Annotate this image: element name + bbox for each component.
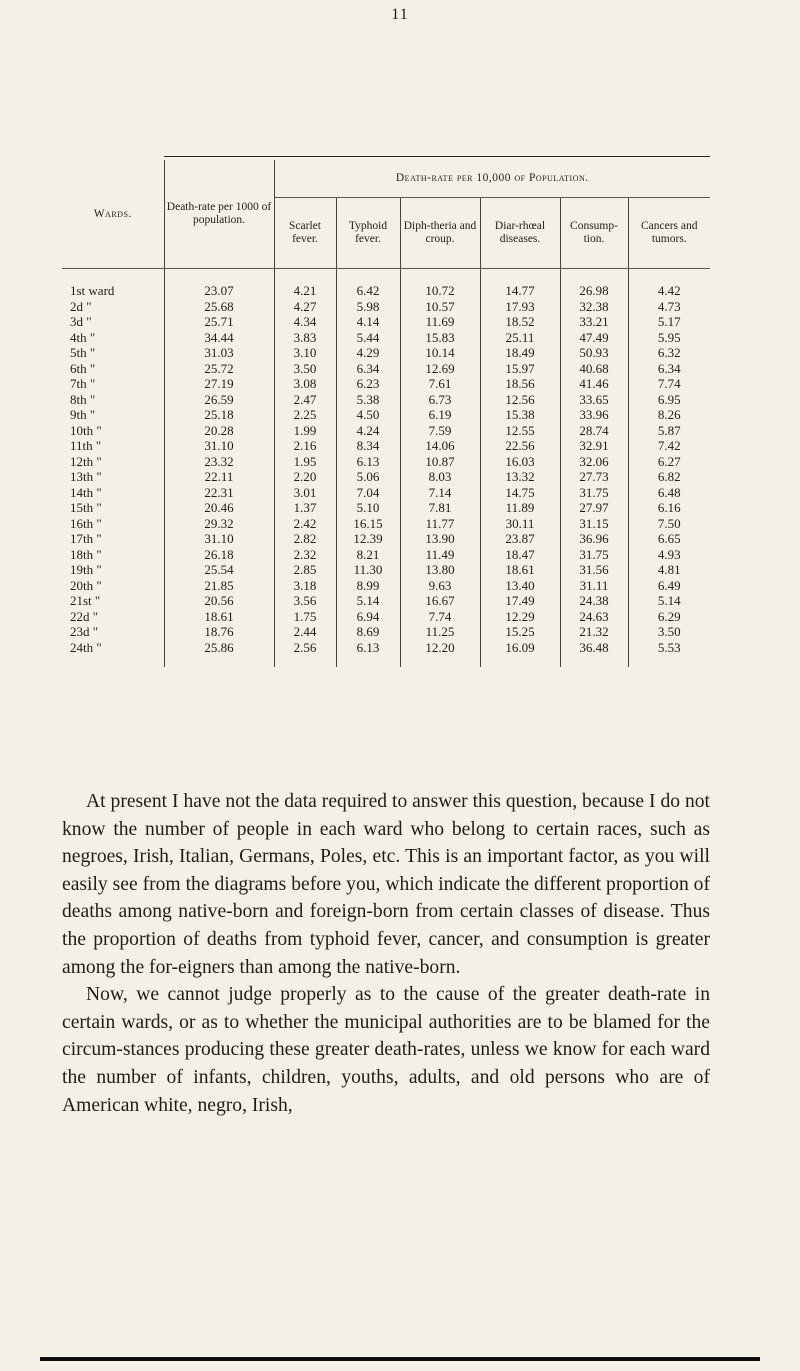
table-row: [62, 407, 710, 423]
rate-cell: 25.54: [164, 562, 274, 578]
value-cell: 7.50: [628, 516, 710, 532]
value-cell: 3.83: [274, 330, 336, 346]
value-cell: 12.39: [336, 531, 400, 547]
value-cell: 30.11: [480, 516, 560, 532]
value-cell: 3.18: [274, 578, 336, 594]
rate-cell: 25.18: [164, 407, 274, 423]
value-cell: 6.23: [336, 376, 400, 392]
value-cell: 6.42: [336, 269, 400, 299]
rate-cell: 25.71: [164, 314, 274, 330]
value-cell: 16.15: [336, 516, 400, 532]
value-cell: 1.95: [274, 454, 336, 470]
value-cell: 14.77: [480, 269, 560, 299]
value-cell: 8.99: [336, 578, 400, 594]
value-cell: 33.65: [560, 392, 628, 408]
rate-cell: 20.28: [164, 423, 274, 439]
value-cell: 7.74: [400, 609, 480, 625]
ward-cell: 22d ": [70, 608, 99, 624]
table-row: [62, 423, 710, 439]
value-cell: 23.87: [480, 531, 560, 547]
ward-cell: 24th ": [70, 639, 102, 655]
ward-cell: 2d ": [70, 298, 92, 314]
value-cell: 32.91: [560, 438, 628, 454]
value-cell: 36.48: [560, 640, 628, 668]
value-cell: 31.56: [560, 562, 628, 578]
value-cell: 6.65: [628, 531, 710, 547]
table-row: [62, 531, 710, 547]
table-row: [62, 314, 710, 330]
value-cell: 4.34: [274, 314, 336, 330]
value-cell: 7.81: [400, 500, 480, 516]
ward-cell: 23d ": [70, 624, 99, 639]
value-cell: 15.97: [480, 361, 560, 377]
value-cell: 4.27: [274, 299, 336, 315]
value-cell: 8.34: [336, 438, 400, 454]
value-cell: 11.77: [400, 516, 480, 532]
ward-cell: 21st ": [70, 593, 101, 608]
table-row: [62, 500, 710, 516]
value-cell: 25.11: [480, 330, 560, 346]
value-cell: 7.14: [400, 485, 480, 501]
ward-cell: 19th ": [70, 562, 102, 577]
value-cell: 3.50: [628, 624, 710, 640]
value-cell: 4.24: [336, 423, 400, 439]
header-death-rate: Death-rate per 1000 of population.: [164, 160, 274, 269]
paragraph: At present I have not the data required to answer this question, because I do not know the number of people in each ward who belong to certain races, such as negroes, Irish, Italian, Germans, Poles, etc. This is an important factor, as you will easily see from the diagrams before you, which indicate the different proportion of deaths among native-born and foreign-born from certain classes of disease. Thus the proportion of deaths from typhoid fever, cancer, and consumption is greater among the for-eigners than among the native-born.: [62, 791, 710, 978]
value-cell: 16.03: [480, 454, 560, 470]
value-cell: 6.34: [628, 361, 710, 377]
value-cell: 8.69: [336, 624, 400, 640]
table-row: [62, 438, 710, 454]
value-cell: 6.73: [400, 392, 480, 408]
value-cell: 26.98: [560, 269, 628, 299]
value-cell: 18.56: [480, 376, 560, 392]
column-header: Cancers and tumors.: [628, 198, 710, 269]
value-cell: 3.50: [274, 361, 336, 377]
value-cell: 11.25: [400, 624, 480, 640]
ward-cell: 12th ": [70, 453, 102, 469]
ward-cell: 14th ": [70, 484, 102, 500]
value-cell: 22.56: [480, 438, 560, 454]
value-cell: 18.61: [480, 562, 560, 578]
value-cell: 13.90: [400, 531, 480, 547]
value-cell: 3.08: [274, 376, 336, 392]
value-cell: 11.49: [400, 547, 480, 563]
ward-cell: 1st ward: [70, 283, 115, 298]
value-cell: 6.27: [628, 454, 710, 470]
rate-cell: 26.59: [164, 392, 274, 408]
value-cell: 31.75: [560, 547, 628, 563]
column-header: Diar-rhœal diseases.: [480, 198, 560, 269]
ward-cell: 4th ": [70, 329, 96, 345]
value-cell: 16.67: [400, 593, 480, 609]
value-cell: 32.38: [560, 299, 628, 315]
value-cell: 12.55: [480, 423, 560, 439]
value-cell: 11.89: [480, 500, 560, 516]
value-cell: 8.03: [400, 469, 480, 485]
value-cell: 12.69: [400, 361, 480, 377]
value-cell: 5.06: [336, 469, 400, 485]
value-cell: 4.42: [628, 269, 710, 299]
value-cell: 7.59: [400, 423, 480, 439]
value-cell: 1.99: [274, 423, 336, 439]
rate-cell: 29.32: [164, 516, 274, 532]
ward-cell: 3d ": [70, 314, 92, 329]
value-cell: 18.47: [480, 547, 560, 563]
value-cell: 18.49: [480, 345, 560, 361]
table-row: [62, 469, 710, 485]
value-cell: 5.95: [628, 330, 710, 346]
value-cell: 2.25: [274, 407, 336, 423]
value-cell: 10.14: [400, 345, 480, 361]
page-number: 11: [391, 6, 409, 23]
death-rate-table: [62, 160, 710, 667]
table-row: [62, 516, 710, 532]
value-cell: 5.87: [628, 423, 710, 439]
value-cell: 24.63: [560, 609, 628, 625]
table-row: [62, 578, 710, 594]
value-cell: 31.15: [560, 516, 628, 532]
value-cell: 12.20: [400, 640, 480, 668]
table-row: [62, 624, 710, 640]
ward-cell: 20th ": [70, 577, 102, 593]
header-population-group: Death-rate per 10,000 of Population.: [274, 160, 710, 198]
value-cell: 4.50: [336, 407, 400, 423]
value-cell: 31.75: [560, 485, 628, 501]
value-cell: 2.20: [274, 469, 336, 485]
value-cell: 13.80: [400, 562, 480, 578]
table-row: [62, 376, 710, 392]
table-row: [62, 361, 710, 377]
table-row: [62, 345, 710, 361]
value-cell: 27.73: [560, 469, 628, 485]
value-cell: 6.29: [628, 609, 710, 625]
value-cell: 6.13: [336, 640, 400, 668]
table-row: [62, 454, 710, 470]
value-cell: 36.96: [560, 531, 628, 547]
value-cell: 7.61: [400, 376, 480, 392]
value-cell: 9.63: [400, 578, 480, 594]
rate-cell: 25.68: [164, 299, 274, 315]
value-cell: 6.13: [336, 454, 400, 470]
table-row: [62, 593, 710, 609]
table-row: [62, 640, 710, 668]
rate-cell: 31.10: [164, 531, 274, 547]
value-cell: 4.73: [628, 299, 710, 315]
value-cell: 6.94: [336, 609, 400, 625]
rate-cell: 18.76: [164, 624, 274, 640]
value-cell: 7.74: [628, 376, 710, 392]
value-cell: 17.93: [480, 299, 560, 315]
ward-cell: 10th ": [70, 422, 102, 438]
value-cell: 5.10: [336, 500, 400, 516]
value-cell: 5.98: [336, 299, 400, 315]
value-cell: 15.83: [400, 330, 480, 346]
ward-cell: 17th ": [70, 531, 102, 546]
value-cell: 47.49: [560, 330, 628, 346]
table-row: [62, 269, 710, 299]
value-cell: 8.26: [628, 407, 710, 423]
column-header: Consump-tion.: [560, 198, 628, 269]
rate-cell: 27.19: [164, 376, 274, 392]
value-cell: 6.48: [628, 485, 710, 501]
rate-cell: 22.31: [164, 485, 274, 501]
ward-cell: 15th ": [70, 500, 102, 515]
value-cell: 12.56: [480, 392, 560, 408]
value-cell: 41.46: [560, 376, 628, 392]
rate-cell: 20.56: [164, 593, 274, 609]
value-cell: 28.74: [560, 423, 628, 439]
value-cell: 32.06: [560, 454, 628, 470]
value-cell: 24.38: [560, 593, 628, 609]
value-cell: 33.96: [560, 407, 628, 423]
rate-cell: 26.18: [164, 547, 274, 563]
table-row: [62, 392, 710, 408]
value-cell: 10.72: [400, 269, 480, 299]
value-cell: 4.29: [336, 345, 400, 361]
value-cell: 2.47: [274, 392, 336, 408]
value-cell: 3.01: [274, 485, 336, 501]
value-cell: 4.14: [336, 314, 400, 330]
rate-cell: 31.03: [164, 345, 274, 361]
rate-cell: 20.46: [164, 500, 274, 516]
value-cell: 27.97: [560, 500, 628, 516]
table-row: [62, 547, 710, 563]
column-header: Diph-theria and croup.: [400, 198, 480, 269]
value-cell: 13.32: [480, 469, 560, 485]
ward-cell: 11th ": [70, 438, 102, 453]
bottom-rule: [40, 1357, 760, 1361]
value-cell: 5.17: [628, 314, 710, 330]
rate-cell: 25.86: [164, 640, 274, 668]
value-cell: 2.85: [274, 562, 336, 578]
value-cell: 1.37: [274, 500, 336, 516]
value-cell: 3.10: [274, 345, 336, 361]
ward-cell: 6th ": [70, 360, 96, 376]
value-cell: 6.82: [628, 469, 710, 485]
rate-cell: 21.85: [164, 578, 274, 594]
rate-cell: 23.07: [164, 269, 274, 299]
value-cell: 7.42: [628, 438, 710, 454]
rate-cell: 34.44: [164, 330, 274, 346]
value-cell: 4.81: [628, 562, 710, 578]
ward-cell: 9th ": [70, 407, 96, 422]
value-cell: 10.57: [400, 299, 480, 315]
value-cell: 6.49: [628, 578, 710, 594]
ward-cell: 8th ": [70, 391, 96, 407]
ward-cell: 18th ": [70, 546, 102, 562]
value-cell: 13.40: [480, 578, 560, 594]
table-row: [62, 299, 710, 315]
value-cell: 2.16: [274, 438, 336, 454]
rate-cell: 23.32: [164, 454, 274, 470]
value-cell: 5.38: [336, 392, 400, 408]
value-cell: 2.56: [274, 640, 336, 668]
value-cell: 12.29: [480, 609, 560, 625]
rate-cell: 22.11: [164, 469, 274, 485]
ward-cell: 16th ": [70, 515, 102, 531]
value-cell: 8.21: [336, 547, 400, 563]
table-row: [62, 485, 710, 501]
rate-cell: 18.61: [164, 609, 274, 625]
ward-cell: 13th ": [70, 469, 102, 484]
value-cell: 18.52: [480, 314, 560, 330]
value-cell: 6.16: [628, 500, 710, 516]
table-row: [62, 609, 710, 625]
table-row: [62, 330, 710, 346]
value-cell: 2.32: [274, 547, 336, 563]
value-cell: 2.44: [274, 624, 336, 640]
value-cell: 21.32: [560, 624, 628, 640]
value-cell: 17.49: [480, 593, 560, 609]
value-cell: 14.06: [400, 438, 480, 454]
value-cell: 5.14: [336, 593, 400, 609]
value-cell: 2.82: [274, 531, 336, 547]
value-cell: 50.93: [560, 345, 628, 361]
value-cell: 4.21: [274, 269, 336, 299]
value-cell: 11.30: [336, 562, 400, 578]
column-header: Scarlet fever.: [274, 198, 336, 269]
value-cell: 6.32: [628, 345, 710, 361]
header-wards: Wards.: [62, 160, 164, 269]
value-cell: 1.75: [274, 609, 336, 625]
value-cell: 2.42: [274, 516, 336, 532]
value-cell: 5.14: [628, 593, 710, 609]
value-cell: 3.56: [274, 593, 336, 609]
value-cell: 15.38: [480, 407, 560, 423]
column-header: Typhoid fever.: [336, 198, 400, 269]
ward-cell: 7th ": [70, 376, 96, 391]
value-cell: 5.44: [336, 330, 400, 346]
value-cell: 16.09: [480, 640, 560, 668]
value-cell: 31.11: [560, 578, 628, 594]
value-cell: 15.25: [480, 624, 560, 640]
value-cell: 6.19: [400, 407, 480, 423]
value-cell: 4.93: [628, 547, 710, 563]
value-cell: 14.75: [480, 485, 560, 501]
value-cell: 5.53: [628, 640, 710, 668]
paragraph: Now, we cannot judge properly as to the cause of the greater death-rate in certain wards, or as to whether the municipal authorities are to be blamed for the circum-stances producing these greater death-rates, unless we know for each ward the number of infants, children, youths, adults, and old persons who are of American white, negro, Irish,: [62, 984, 710, 1116]
rate-cell: 25.72: [164, 361, 274, 377]
value-cell: 40.68: [560, 361, 628, 377]
top-rule: [164, 156, 710, 157]
table-row: [62, 562, 710, 578]
value-cell: 6.95: [628, 392, 710, 408]
value-cell: 11.69: [400, 314, 480, 330]
ward-cell: 5th ": [70, 345, 96, 360]
value-cell: 10.87: [400, 454, 480, 470]
value-cell: 6.34: [336, 361, 400, 377]
rate-cell: 31.10: [164, 438, 274, 454]
value-cell: 33.21: [560, 314, 628, 330]
value-cell: 7.04: [336, 485, 400, 501]
body-text: [62, 788, 710, 1119]
